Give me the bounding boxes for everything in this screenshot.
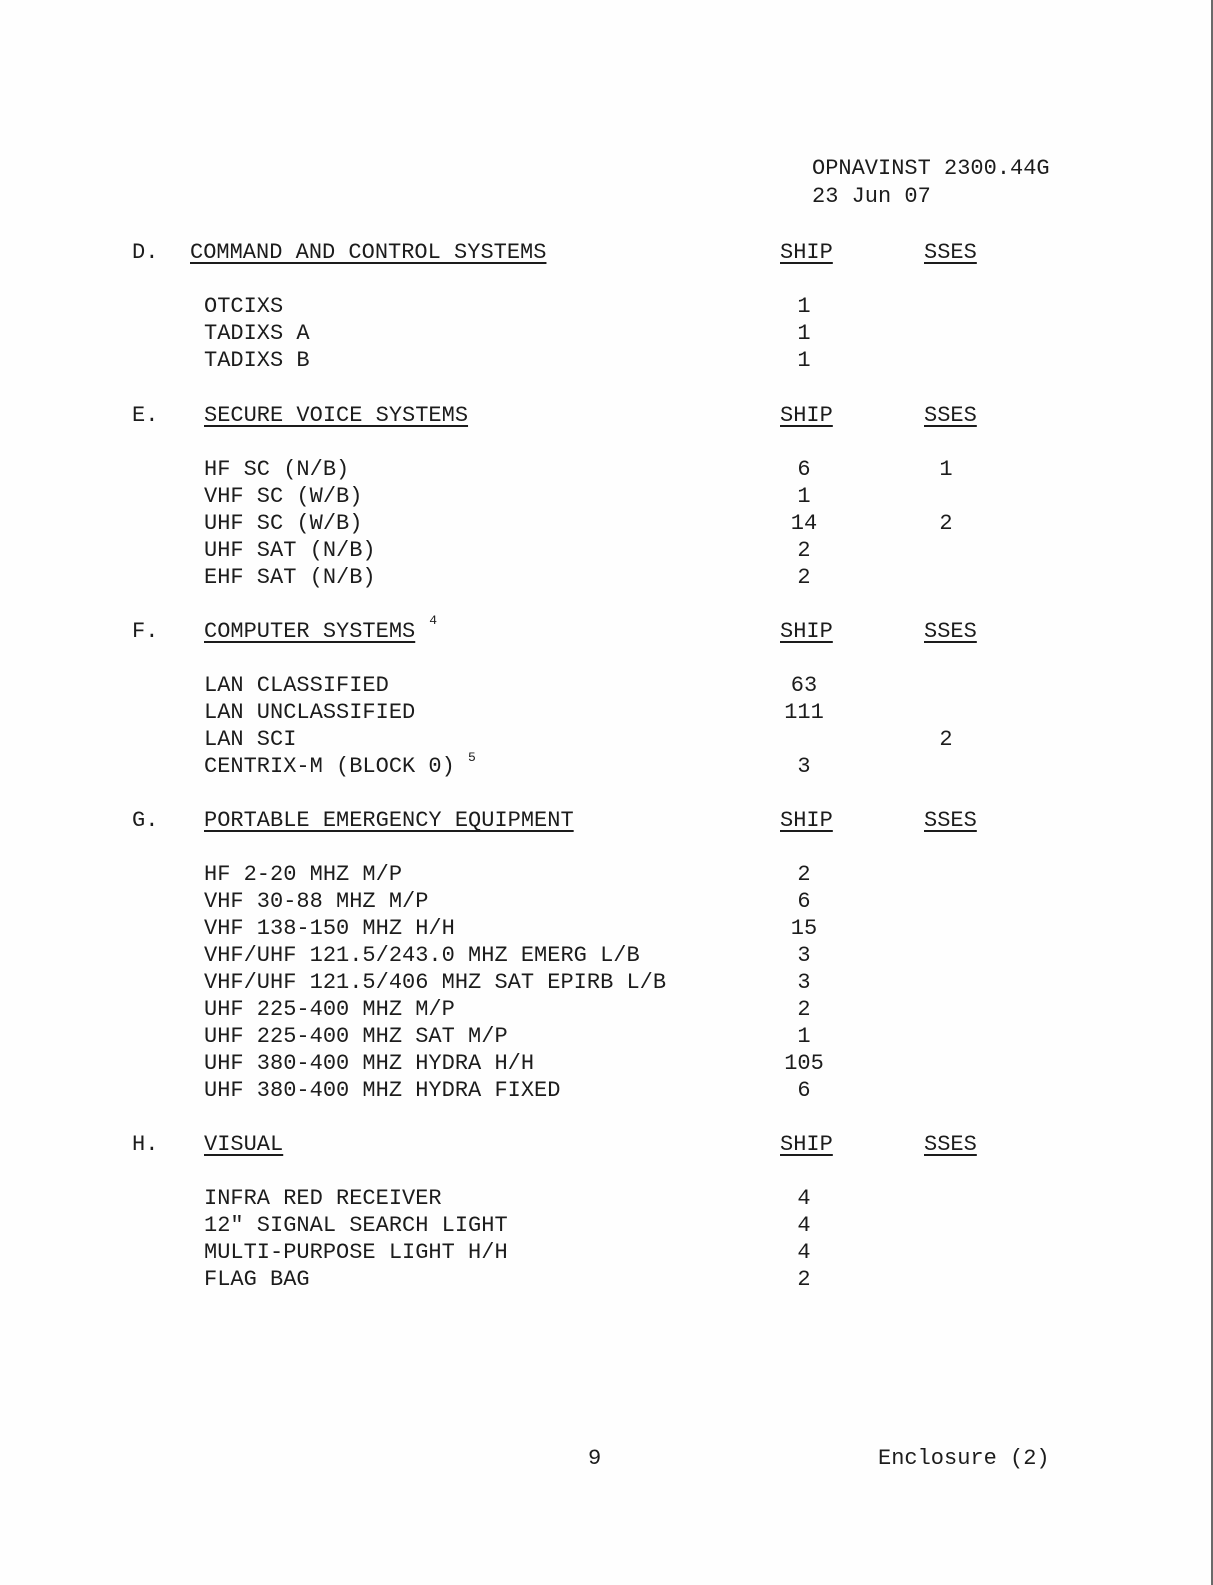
- table-row: [0, 484, 1213, 511]
- ship-count: 6: [797, 457, 811, 482]
- item-label-text: LAN CLASSIFIED: [204, 673, 389, 698]
- table-row: [0, 862, 1213, 889]
- section-letter: D.: [132, 240, 159, 265]
- section-letter: E.: [132, 403, 159, 428]
- table-row: [0, 1186, 1213, 1213]
- section-letter: G.: [132, 808, 159, 833]
- item-label-text: UHF SC (W/B): [204, 511, 363, 536]
- item-label: [204, 1051, 534, 1076]
- ship-count: 1: [797, 321, 811, 346]
- ship-count: 2: [797, 1267, 811, 1292]
- table-row: [0, 1078, 1213, 1105]
- table-row: [0, 889, 1213, 916]
- table-row: [0, 970, 1213, 997]
- sses-column-header: SSES: [924, 403, 977, 428]
- table-row: [0, 565, 1213, 592]
- ship-count: 1: [797, 484, 811, 509]
- item-label-text: HF SC (N/B): [204, 457, 350, 482]
- ship-count: 2: [797, 862, 811, 887]
- sses-column-header: SSES: [924, 808, 977, 833]
- section-rows: [0, 294, 1213, 375]
- item-label: [204, 484, 362, 509]
- item-label-text: MULTI-PURPOSE LIGHT H/H: [204, 1240, 508, 1265]
- table-row: [0, 1024, 1213, 1051]
- document-header: [812, 155, 1050, 211]
- ship-count: 111: [784, 700, 824, 725]
- item-label: [204, 970, 666, 995]
- item-label-text: TADIXS B: [204, 348, 310, 373]
- item-label: [204, 889, 428, 914]
- table-row: [0, 1240, 1213, 1267]
- item-label: [204, 727, 296, 752]
- table-row: [0, 1051, 1213, 1078]
- item-label-text: VHF/UHF 121.5/406 MHZ SAT EPIRB L/B: [204, 970, 667, 995]
- section-h: [0, 1132, 1213, 1294]
- ship-count: 4: [797, 1186, 811, 1211]
- item-label-text: LAN SCI: [204, 727, 297, 752]
- table-row: [0, 943, 1213, 970]
- item-label: [204, 1078, 560, 1103]
- item-label-text: HF 2-20 MHZ M/P: [204, 862, 403, 887]
- spacer: [455, 754, 468, 779]
- item-label-text: EHF SAT (N/B): [204, 565, 376, 590]
- ship-count: 3: [797, 754, 811, 779]
- item-label: [204, 348, 310, 373]
- sses-count: 1: [939, 457, 953, 482]
- section-letter: H.: [132, 1132, 159, 1157]
- section-title-text: VISUAL: [204, 1132, 284, 1157]
- table-row: [0, 673, 1213, 700]
- table-row: [0, 321, 1213, 348]
- item-label-text: UHF 225-400 MHZ SAT M/P: [204, 1024, 508, 1049]
- ship-column-header: SHIP: [780, 808, 833, 833]
- section-header: [0, 403, 1213, 433]
- section-title-text: COMMAND AND CONTROL SYSTEMS: [190, 240, 547, 265]
- item-label: [204, 538, 376, 563]
- item-label-text: VHF 30-88 MHZ M/P: [204, 889, 429, 914]
- table-row: [0, 916, 1213, 943]
- document-date: 23 Jun 07: [812, 184, 931, 209]
- section-g: [0, 808, 1213, 1105]
- section-title: [204, 403, 468, 428]
- item-label-text: 12″ SIGNAL SEARCH LIGHT: [204, 1213, 508, 1238]
- table-row: [0, 294, 1213, 321]
- ship-count: 105: [784, 1051, 824, 1076]
- item-label-text: FLAG BAG: [204, 1267, 310, 1292]
- section-title-text: PORTABLE EMERGENCY EQUIPMENT: [204, 808, 574, 833]
- ship-count: 2: [797, 538, 811, 563]
- item-label: [204, 457, 349, 482]
- section-rows: [0, 457, 1213, 592]
- table-row: [0, 700, 1213, 727]
- item-label: [204, 294, 283, 319]
- item-label-text: VHF 138-150 MHZ H/H: [204, 916, 455, 941]
- item-label-text: UHF SAT (N/B): [204, 538, 376, 563]
- ship-count: 14: [790, 511, 818, 536]
- ship-count: 1: [797, 348, 811, 373]
- page-number: 9: [588, 1446, 602, 1471]
- item-label-text: UHF 380-400 MHZ HYDRA FIXED: [204, 1078, 561, 1103]
- table-row: [0, 348, 1213, 375]
- section-header: [0, 808, 1213, 838]
- section-title-text: COMPUTER SYSTEMS: [204, 619, 416, 644]
- table-row: [0, 1267, 1213, 1294]
- section-title: [204, 808, 574, 833]
- sses-count: 2: [939, 727, 953, 752]
- item-label: [204, 862, 402, 887]
- item-label: [204, 1024, 508, 1049]
- item-label-text: VHF SC (W/B): [204, 484, 363, 509]
- item-label-text: OTCIXS: [204, 294, 284, 319]
- ship-column-header: SHIP: [780, 240, 833, 265]
- ship-count: 3: [797, 970, 811, 995]
- section-f: [0, 613, 1213, 781]
- section-rows: [0, 862, 1213, 1105]
- section-e: [0, 403, 1213, 592]
- ship-count: 4: [797, 1213, 811, 1238]
- table-row: [0, 1213, 1213, 1240]
- section-rows: [0, 1186, 1213, 1294]
- item-label: [204, 700, 415, 725]
- ship-count: 15: [790, 916, 818, 941]
- section-title-text: SECURE VOICE SYSTEMS: [204, 403, 469, 428]
- item-label: [204, 1186, 442, 1211]
- sses-column-header: SSES: [924, 1132, 977, 1157]
- item-label-text: UHF 225-400 MHZ M/P: [204, 997, 455, 1022]
- section-title: [204, 1132, 283, 1157]
- section-header: [0, 613, 1213, 649]
- ship-count: 1: [797, 1024, 811, 1049]
- item-label-text: VHF/UHF 121.5/243.0 MHZ EMERG L/B: [204, 943, 640, 968]
- footnote-marker: 5: [468, 750, 476, 765]
- section-letter: F.: [132, 619, 159, 644]
- ship-count: 4: [797, 1240, 811, 1265]
- item-label-text: TADIXS A: [204, 321, 310, 346]
- table-row: [0, 457, 1213, 484]
- item-label-text: UHF 380-400 MHZ HYDRA H/H: [204, 1051, 535, 1076]
- item-label: [204, 511, 362, 536]
- ship-count: 3: [797, 943, 811, 968]
- item-label: [204, 565, 376, 590]
- section-header: [0, 240, 1213, 270]
- item-label: [204, 1267, 310, 1292]
- section-d: [0, 240, 1213, 375]
- ship-column-header: SHIP: [780, 619, 833, 644]
- section-title: [190, 240, 546, 265]
- item-label: [204, 943, 640, 968]
- ship-count: 6: [797, 1078, 811, 1103]
- item-label-text: LAN UNCLASSIFIED: [204, 700, 416, 725]
- item-label-text: CENTRIX-M (BLOCK 0): [204, 754, 455, 779]
- item-label: [204, 750, 476, 779]
- sses-count: 2: [939, 511, 953, 536]
- table-row: [0, 750, 1213, 781]
- ship-count: 2: [797, 997, 811, 1022]
- item-label-text: INFRA RED RECEIVER: [204, 1186, 442, 1211]
- ship-count: 63: [790, 673, 818, 698]
- item-label: [204, 1240, 508, 1265]
- sses-column-header: SSES: [924, 240, 977, 265]
- ship-count: 6: [797, 889, 811, 914]
- sses-column-header: SSES: [924, 619, 977, 644]
- ship-count: 1: [797, 294, 811, 319]
- table-row: [0, 511, 1213, 538]
- item-label: [204, 916, 455, 941]
- item-label: [204, 321, 310, 346]
- ship-column-header: SHIP: [780, 1132, 833, 1157]
- table-row: [0, 538, 1213, 565]
- footnote-marker: 4: [429, 613, 437, 628]
- item-label: [204, 997, 455, 1022]
- item-label: [204, 673, 389, 698]
- ship-count: 2: [797, 565, 811, 590]
- table-row: [0, 727, 1213, 754]
- section-title: [204, 619, 415, 644]
- section-rows: [0, 673, 1213, 781]
- table-row: [0, 997, 1213, 1024]
- section-header: [0, 1132, 1213, 1162]
- ship-column-header: SHIP: [780, 403, 833, 428]
- enclosure-label: Enclosure (2): [878, 1446, 1050, 1471]
- item-label: [204, 1213, 508, 1238]
- instruction-number: OPNAVINST 2300.44G: [812, 156, 1050, 181]
